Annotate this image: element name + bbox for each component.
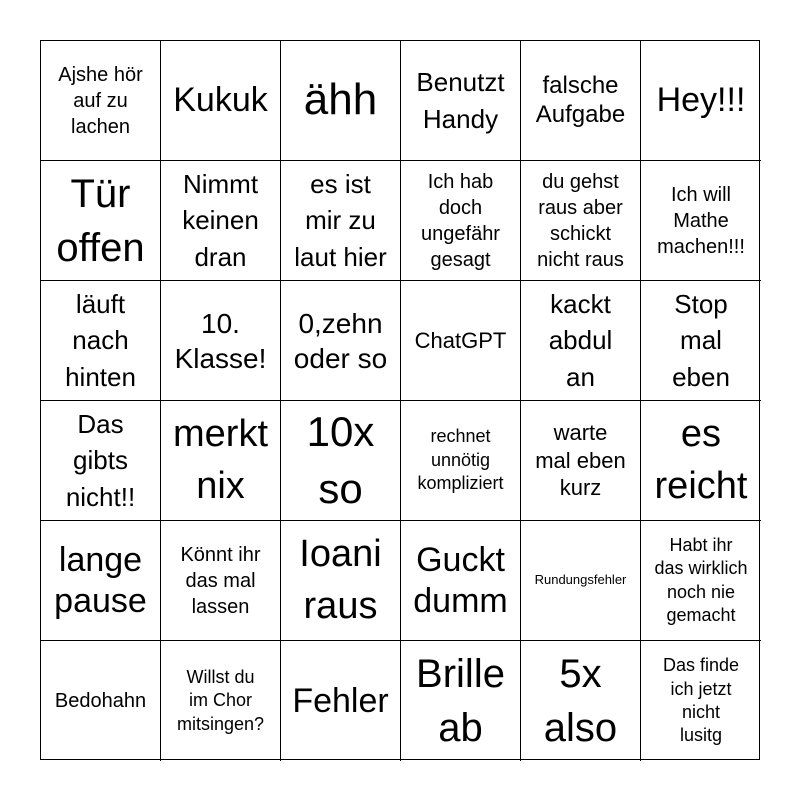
cell-text: Ioani raus (299, 533, 382, 627)
cell-text: Guckt dumm (413, 540, 508, 620)
cell-text: rechnet unnötig kompliziert (417, 426, 504, 494)
bingo-cell[interactable] (41, 41, 161, 161)
bingo-cell[interactable] (401, 161, 521, 281)
bingo-cell[interactable] (161, 521, 281, 641)
cell-text: Nimmt keinen dran (182, 168, 259, 272)
bingo-cell[interactable] (281, 401, 401, 521)
bingo-cell[interactable] (41, 521, 161, 641)
bingo-cell[interactable] (401, 521, 521, 641)
bingo-cell[interactable] (401, 41, 521, 161)
cell-text: Rundungsfehler (534, 572, 627, 588)
cell-text: Das gibts nicht!! (65, 408, 136, 512)
cell-text: Bedohahn (54, 690, 147, 712)
cell-text: Stop mal eben (672, 288, 730, 392)
bingo-cell[interactable] (161, 281, 281, 401)
bingo-cell[interactable] (641, 401, 761, 521)
bingo-cell[interactable] (641, 161, 761, 281)
cell-text: Benutzt Handy (416, 67, 505, 134)
bingo-cell[interactable] (641, 641, 761, 761)
bingo-cell[interactable] (281, 521, 401, 641)
bingo-board (40, 40, 760, 760)
bingo-cell[interactable] (401, 401, 521, 521)
bingo-cell[interactable] (281, 161, 401, 281)
bingo-cell[interactable] (281, 41, 401, 161)
cell-text: kackt abdul an (548, 288, 613, 392)
bingo-cell[interactable] (521, 521, 641, 641)
bingo-cell[interactable] (41, 161, 161, 281)
bingo-cell[interactable] (281, 641, 401, 761)
bingo-cell[interactable] (41, 641, 161, 761)
bingo-cell[interactable] (521, 401, 641, 521)
cell-text: Habt ihr das wirklich noch nie gemacht (654, 534, 748, 625)
cell-text: 10. Klasse! (174, 307, 267, 374)
cell-text: merkt nix (173, 413, 268, 507)
cell-text: 10x so (306, 407, 375, 512)
cell-text: Fehler (292, 681, 389, 720)
bingo-cell[interactable] (521, 161, 641, 281)
cell-text: Ajshe hör auf zu lachen (58, 63, 143, 138)
bingo-cell[interactable] (401, 281, 521, 401)
bingo-cell[interactable] (401, 641, 521, 761)
cell-text: es ist mir zu laut hier (294, 168, 387, 272)
cell-text: Könnt ihr das mal lassen (180, 543, 261, 618)
bingo-cell[interactable] (41, 281, 161, 401)
bingo-cell[interactable] (41, 401, 161, 521)
cell-text: falsche Aufgabe (535, 71, 626, 128)
bingo-cell[interactable] (641, 521, 761, 641)
cell-text: Kukuk (173, 81, 268, 120)
cell-text: du gehst raus aber schickt nicht raus (537, 170, 624, 271)
cell-text: warte mal eben kurz (535, 420, 626, 501)
cell-text: 5x also (543, 652, 618, 750)
bingo-cell[interactable] (161, 161, 281, 281)
cell-text: es reicht (654, 413, 748, 507)
cell-text: ähh (303, 75, 378, 125)
cell-text: Das finde ich jetzt nicht lusitg (662, 655, 740, 746)
bingo-cell[interactable] (521, 641, 641, 761)
bingo-cell[interactable] (161, 41, 281, 161)
bingo-cell[interactable] (521, 41, 641, 161)
bingo-cell[interactable] (161, 401, 281, 521)
cell-text: ChatGPT (414, 327, 507, 353)
cell-text: läuft nach hinten (65, 288, 136, 392)
cell-text: Brille ab (416, 652, 505, 750)
bingo-cell[interactable] (641, 41, 761, 161)
cell-text: Ich hab doch ungefähr gesagt (421, 170, 500, 271)
bingo-cell[interactable] (281, 281, 401, 401)
cell-text: Hey!!! (656, 81, 746, 120)
cell-text: Willst du im Chor mitsingen? (176, 666, 265, 734)
cell-text: 0,zehn oder so (293, 307, 388, 374)
cell-text: Ich will Mathe machen!!! (657, 183, 745, 258)
cell-text: lange pause (54, 540, 147, 620)
bingo-cell[interactable] (521, 281, 641, 401)
bingo-cell[interactable] (641, 281, 761, 401)
bingo-cell[interactable] (161, 641, 281, 761)
cell-text: Tür offen (56, 171, 145, 270)
